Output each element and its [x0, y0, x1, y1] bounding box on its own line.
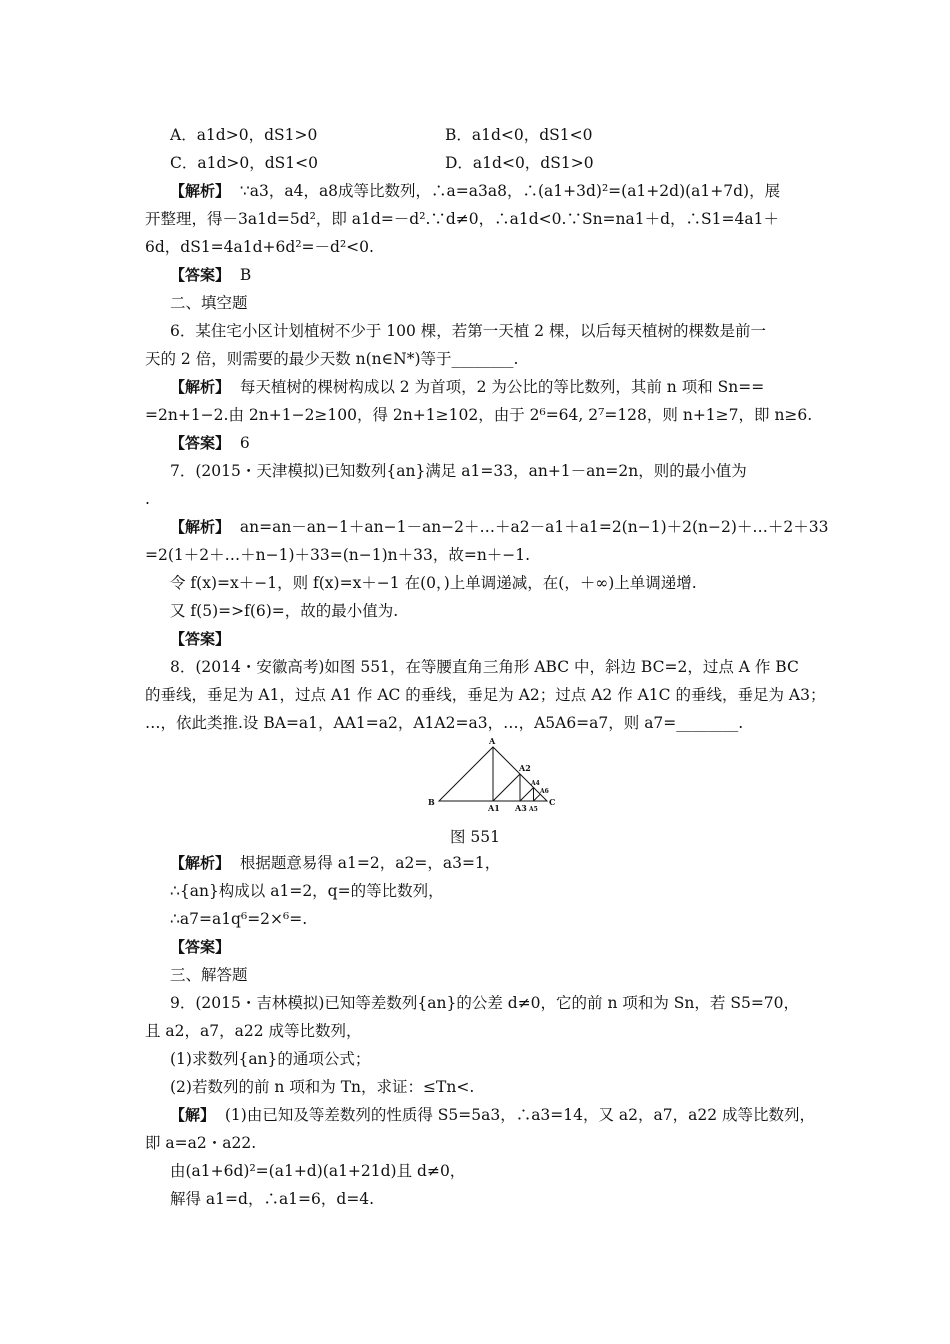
section-heading-solve: 三、解答题 — [170, 966, 248, 984]
q9-solution-line1: 【解】 (1)由已知及等差数列的性质得 S5=5a3，∴a3=14，又 a2，a7，a22 成等比数列， — [170, 1106, 816, 1124]
answer-label: 【答案】 — [170, 630, 231, 648]
q9-solution-line3: 由(a1+6d)²=(a1+d)(a1+21d)且 d≠0， — [170, 1162, 466, 1180]
q7-answer — [170, 629, 230, 649]
q8-answer — [170, 937, 230, 957]
segment-a1-a2 — [493, 774, 520, 801]
q8-text-line1: 8．(2014・安徽高考)如图 551，在等腰直角三角形 ABC 中，斜边 BC=2，过点 A 作 BC — [170, 658, 799, 676]
triangle-figure — [425, 733, 560, 811]
option-d: D．a1d<0，dS1>0 — [445, 154, 594, 172]
q6-text-line2: 天的 2 倍，则需要的最少天数 n(n∈N*)等于________. — [145, 350, 519, 368]
q9-part2: (2)若数列的前 n 项和为 Tn，求证：≤Tn<. — [170, 1078, 475, 1096]
q7-text-line1: 7．(2015・天津模拟)已知数列{an}满足 a1=33，an+1－an=2n，则的最小值为 — [170, 462, 747, 480]
analysis-label: 【解析】 — [170, 854, 231, 872]
q6-analysis-line1: 【解析】 每天植树的棵树构成以 2 为首项，2 为公比的等比数列，其前 n 项和 Sn== — [170, 378, 765, 396]
answer-label: 【答案】 — [170, 266, 231, 284]
q6-answer: 【答案】 6 — [170, 434, 250, 452]
q5-answer: 【答案】 B — [170, 266, 252, 284]
label-b: B — [428, 797, 435, 807]
label-c: C — [549, 797, 556, 807]
option-a: A．a1d>0，dS1>0 — [170, 126, 318, 144]
segment-a5-a6 — [534, 794, 541, 801]
label-a3: A3 — [515, 803, 527, 811]
q8-text-line2: 的垂线，垂足为 A1，过点 A1 作 AC 的垂线，垂足为 A2；过点 A2 作 A1C 的垂线，垂足为 A3； — [145, 686, 826, 704]
label-a1: A1 — [488, 803, 500, 811]
q7-analysis-line3: 令 f(x)=x＋−1，则 f(x)=x＋−1 在(0，)上单调递减，在(，＋∞)上单调递增. — [170, 574, 697, 592]
q5-analysis-line3: 6d，dS1=4a1d+6d²=－d²<0. — [145, 238, 374, 256]
analysis-label: 【解析】 — [170, 378, 231, 396]
segment-a3-a4 — [520, 788, 534, 802]
q9-text-line2: 且 a2，a7，a22 成等比数列， — [145, 1022, 362, 1040]
q7-analysis-line2: =2(1＋2＋…＋n−1)＋33=(n−1)n＋33，故=n＋−1. — [145, 546, 531, 564]
option-b: B．a1d<0，dS1<0 — [445, 126, 593, 144]
q7-analysis-line1: 【解析】 an=an－an−1＋an−1－an−2＋…＋a2－a1＋a1=2(n−1)＋2(n−2)＋…＋2＋33 — [170, 518, 829, 536]
label-a2: A2 — [519, 763, 531, 773]
q9-part1: (1)求数列{an}的通项公式； — [170, 1050, 371, 1068]
q8-analysis-line1: 【解析】 根据题意易得 a1=2，a2=，a3=1， — [170, 854, 501, 872]
label-a: A — [489, 736, 496, 746]
option-c: C．a1d>0，dS1<0 — [170, 154, 318, 172]
answer-label: 【答案】 — [170, 434, 231, 452]
figure-caption: 图 551 — [449, 828, 500, 846]
section-heading-fill-blank: 二、填空题 — [170, 294, 248, 312]
q7-analysis-line4: 又 f(5)=>f(6)=，故的最小值为. — [170, 602, 399, 620]
q8-analysis-line2: ∴{an}构成以 a1=2，q=的等比数列， — [170, 882, 444, 900]
q9-solution-line2: 即 a=a2・a22. — [145, 1134, 257, 1152]
solution-label: 【解】 — [170, 1106, 216, 1124]
analysis-label: 【解析】 — [170, 518, 231, 536]
q6-analysis-line2: =2n+1−2.由 2n+1−2≥100，得 2n+1≥102，由于 2⁶=64, 2⁷=128，则 n+1≥7，即 n≥6. — [145, 406, 813, 424]
label-a4: A4 — [531, 780, 540, 787]
q5-analysis-line1: 【解析】 ∵a3，a4，a8成等比数列，∴a=a3a8，∴(a1+3d)²=(a1+2d)(a1+7d)，展 — [170, 182, 781, 200]
q6-text-line1: 6．某住宅小区计划植树不少于 100 棵，若第一天植 2 棵，以后每天植树的棵数是前一 — [170, 322, 767, 340]
label-a5: A5 — [529, 806, 538, 811]
answer-label: 【答案】 — [170, 938, 231, 956]
q7-text-line2: . — [145, 490, 150, 508]
q8-analysis-line3: ∴a7=a1q⁶=2×⁶=. — [170, 910, 308, 928]
q9-solution-line4: 解得 a1=d，∴a1=6，d=4. — [170, 1190, 375, 1208]
q9-text-line1: 9．(2015・吉林模拟)已知等差数列{an}的公差 d≠0，它的前 n 项和为 Sn，若 S5=70， — [170, 994, 800, 1012]
analysis-label: 【解析】 — [170, 182, 231, 200]
q5-analysis-line2: 开整理，得－3a1d=5d²，即 a1d=－d².∵d≠0，∴a1d<0.∵Sn=na1＋d，∴S1=4a1＋ — [145, 210, 779, 228]
q8-text-line3: …，依此类推.设 BA=a1，AA1=a2，A1A2=a3，…，A5A6=a7，则 a7=________. — [145, 714, 744, 732]
label-a6: A6 — [540, 788, 549, 795]
